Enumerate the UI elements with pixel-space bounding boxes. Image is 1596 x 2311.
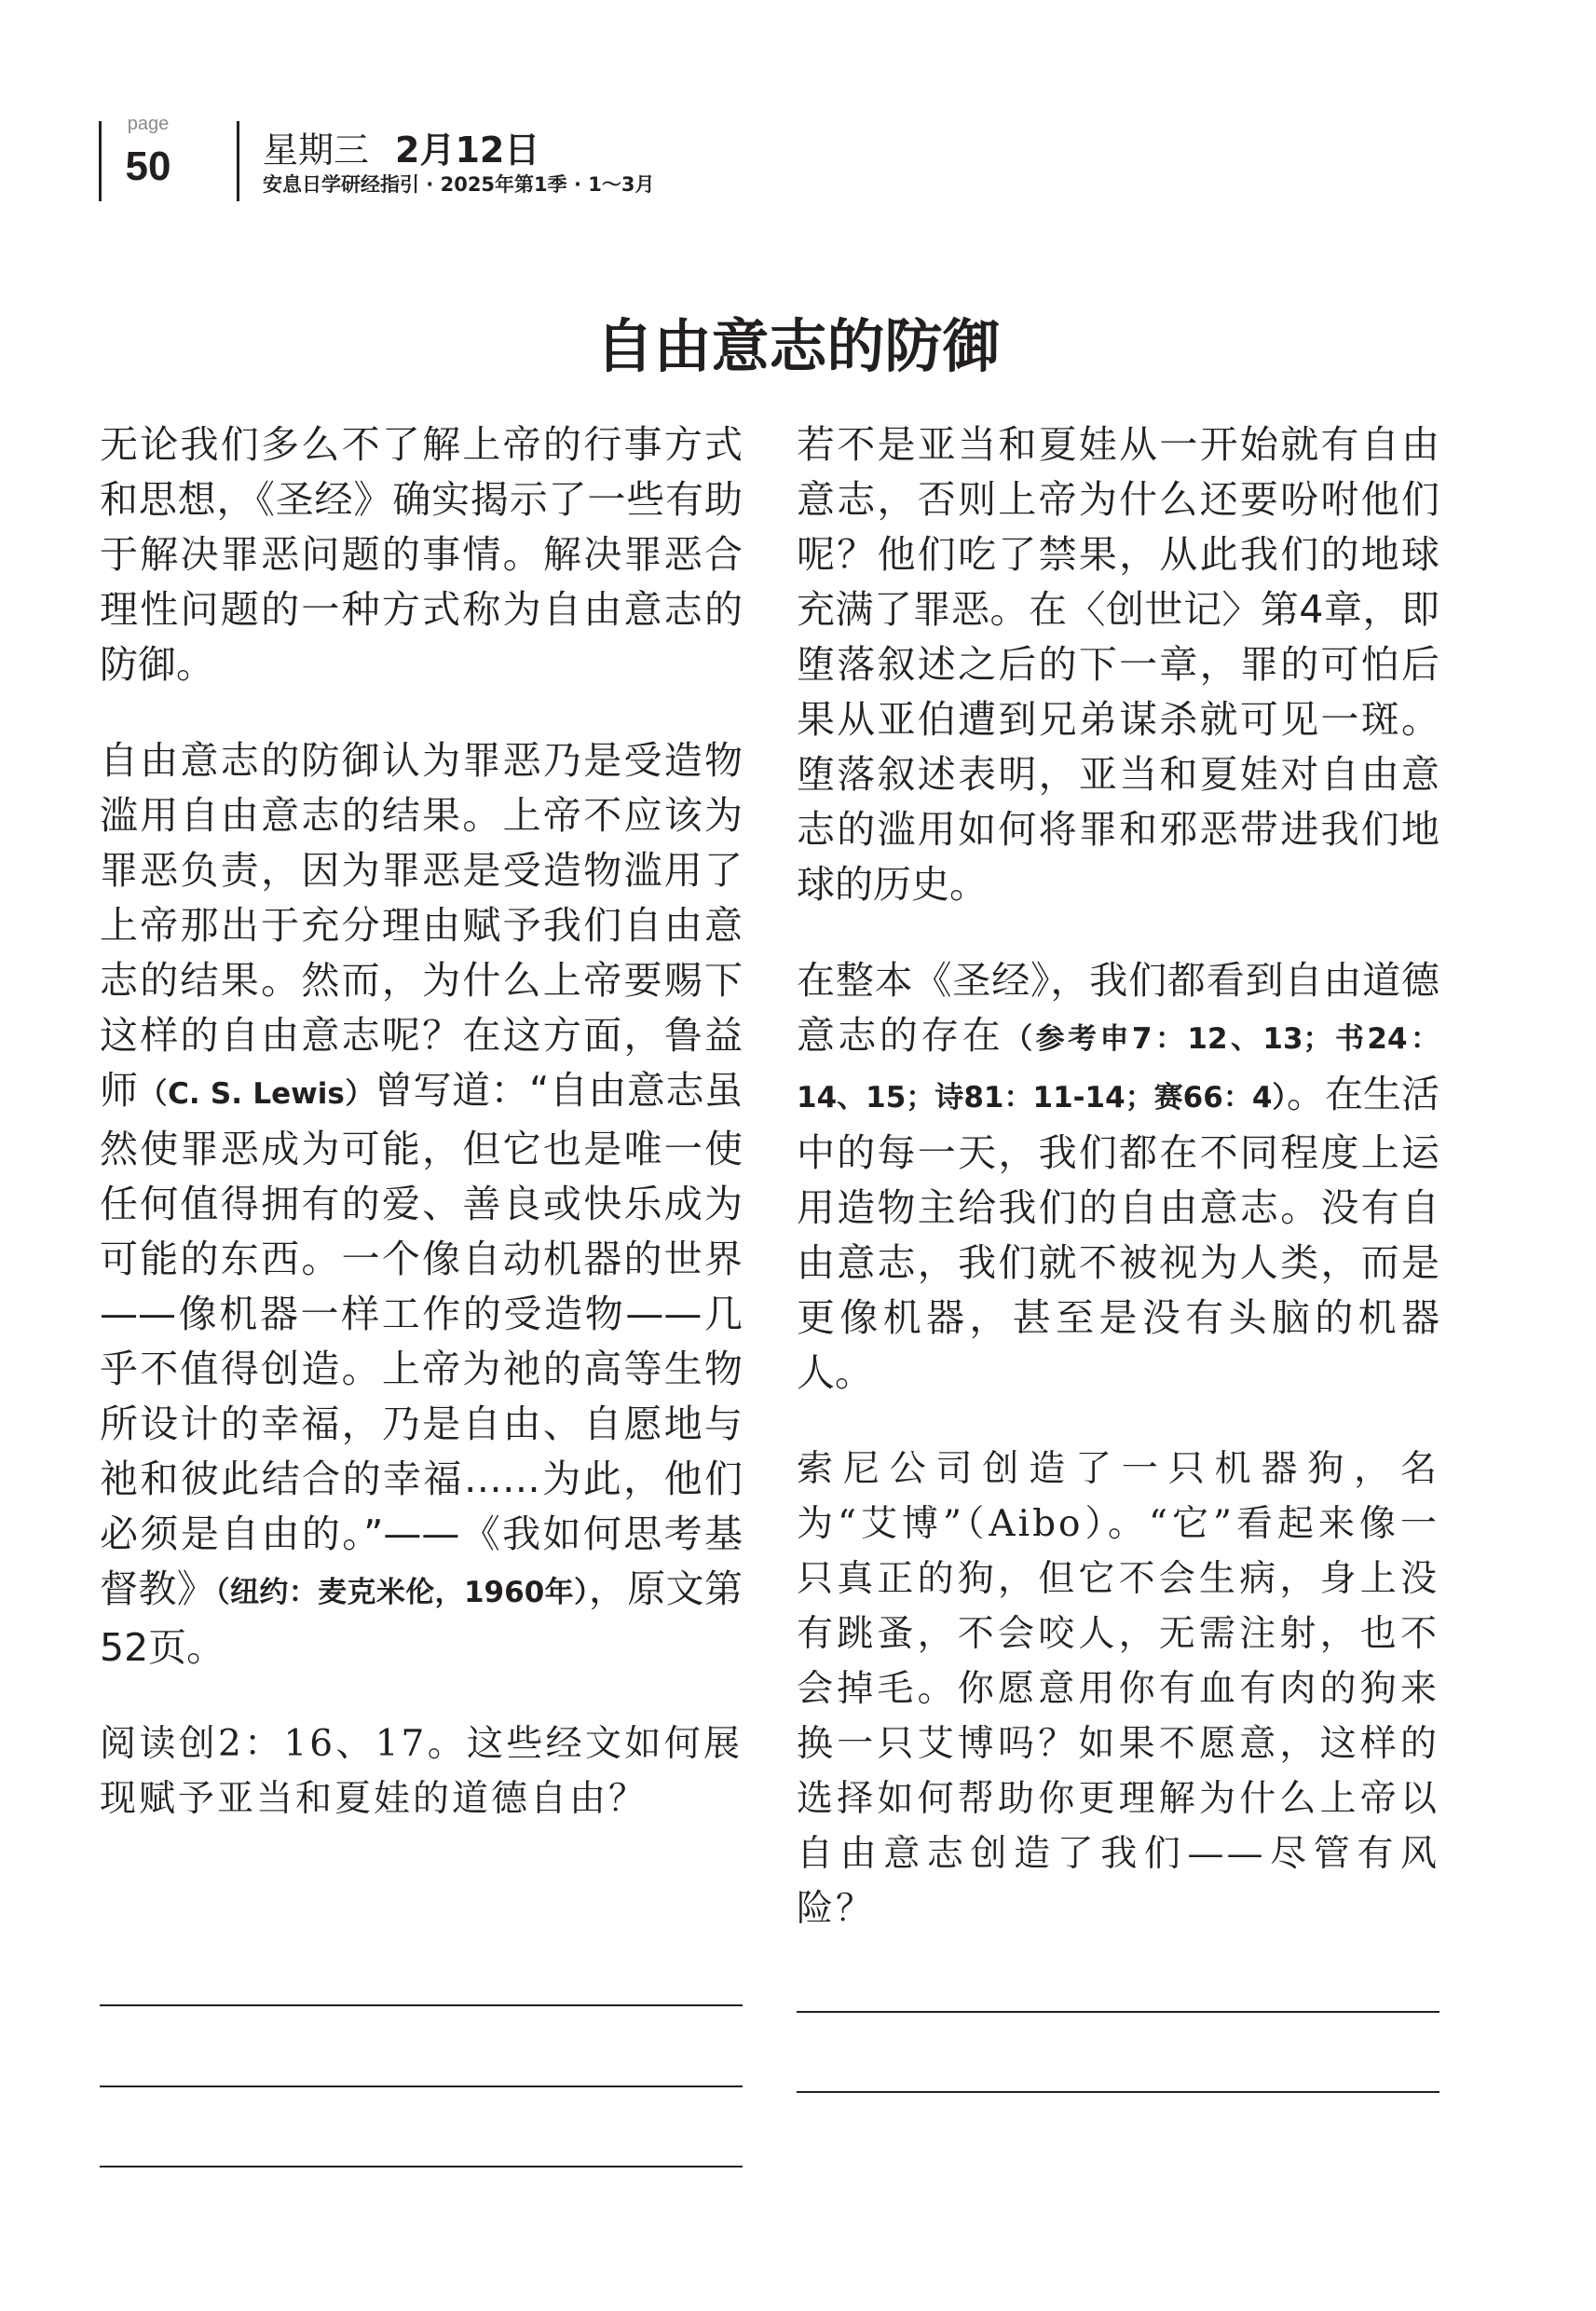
paragraph-text: 。在生活中的每一天，我们都在不同程度上运用造物主给我们的自由意志。没有自由意志，我们就不被视为人类，而是更像机器，甚至是没有头脑的机器人。 (797, 1072, 1439, 1395)
left-column (100, 417, 743, 1867)
paragraph: 若不是亚当和夏娃从一开始就有自由意志，否则上帝为什么还要吩咐他们呢？他们吃了禁果，从此我们的地球充满了罪恶。在〈创世记〉第4章，即堕落叙述之后的下一章，罪的可怕后果从亚伯遭到兄弟谋杀就可见一斑。堕落叙述表明，亚当和夏娃对自由意志的滥用如何将罪和邪恶带进我们地球的历史。 (797, 422, 1439, 907)
study-question: 阅读创2：16、17。这些经文如何展现赋予亚当和夏娃的道德自由？ (100, 1723, 743, 1820)
page-number: 50 (125, 144, 171, 189)
header-divider-right (237, 121, 239, 201)
paragraph (100, 733, 743, 1675)
header-divider-left (99, 121, 102, 201)
scripture-reference: （参考申7：12、13；书24：14、15；诗81：11-14；赛66：4） (797, 1022, 1439, 1114)
header-day-date (263, 121, 539, 172)
answer-line (797, 2011, 1439, 2013)
answer-line (797, 2091, 1439, 2093)
paragraph-text: ，原文第52页。 (100, 1566, 743, 1670)
lesson-title: 自由意志的防御 (595, 312, 1001, 380)
answer-line (100, 2166, 743, 2167)
right-column (797, 417, 1439, 1977)
page-label: page (127, 114, 170, 134)
date: 2月12日 (395, 130, 540, 171)
paragraph-text: 在整本《圣经》，我们都看到自由道德意志的存在 (797, 958, 1439, 1058)
book-reference: （纽约：麦克米伦，1960年） (215, 1576, 589, 1609)
discussion-question: 索尼公司创造了一只机器狗，名为“艾博”（Aibo）。“它”看起来像一只真正的狗，但它不会生病，身上没有跳蚤，不会咬人，无需注射，也不会掉毛。你愿意用你有血有肉的狗来换一只艾博吗？如果不愿意，这样的选择如何帮助你更理解为什么上帝以自由意志创造了我们——尽管有风险？ (797, 1448, 1439, 1930)
paragraph: 无论我们多么不了解上帝的行事方式和思想，《圣经》确实揭示了一些有助于解决罪恶问题的事情。解决罪恶合理性问题的一种方式称为自由意志的防御。 (100, 422, 743, 687)
paragraph-text: 曾写道：“自由意志虽然使罪恶成为可能，但它也是唯一使任何值得拥有的爱、善良或快乐成为可能的东西。一个像自动机器的世界——像机器一样工作的受造物——几乎不值得创造。上帝为祂的高等生物所设计的幸福，乃是自由、自愿地与祂和彼此结合的幸福……为此，他们必须是自由的。”——《我如何思考基督教》 (100, 1068, 743, 1611)
paragraph-text: 自由意志的防御认为罪恶乃是受造物滥用自由意志的结果。上帝不应该为罪恶负责，因为罪恶是受造物滥用了上帝那出于充分理由赋予我们自由意志的结果。然而，为什么上帝要赐下这样的自由意志呢？在这方面，鲁益师 (100, 738, 743, 1113)
answer-line (100, 2004, 743, 2006)
answer-line (100, 2085, 743, 2087)
weekday: 星期三 (263, 130, 370, 171)
author-reference: （C. S. Lewis） (138, 1077, 375, 1111)
header-subtitle: 安息日学研经指引 · 2025年第1季 · 1～3月 (263, 173, 655, 196)
paragraph (797, 953, 1439, 1401)
